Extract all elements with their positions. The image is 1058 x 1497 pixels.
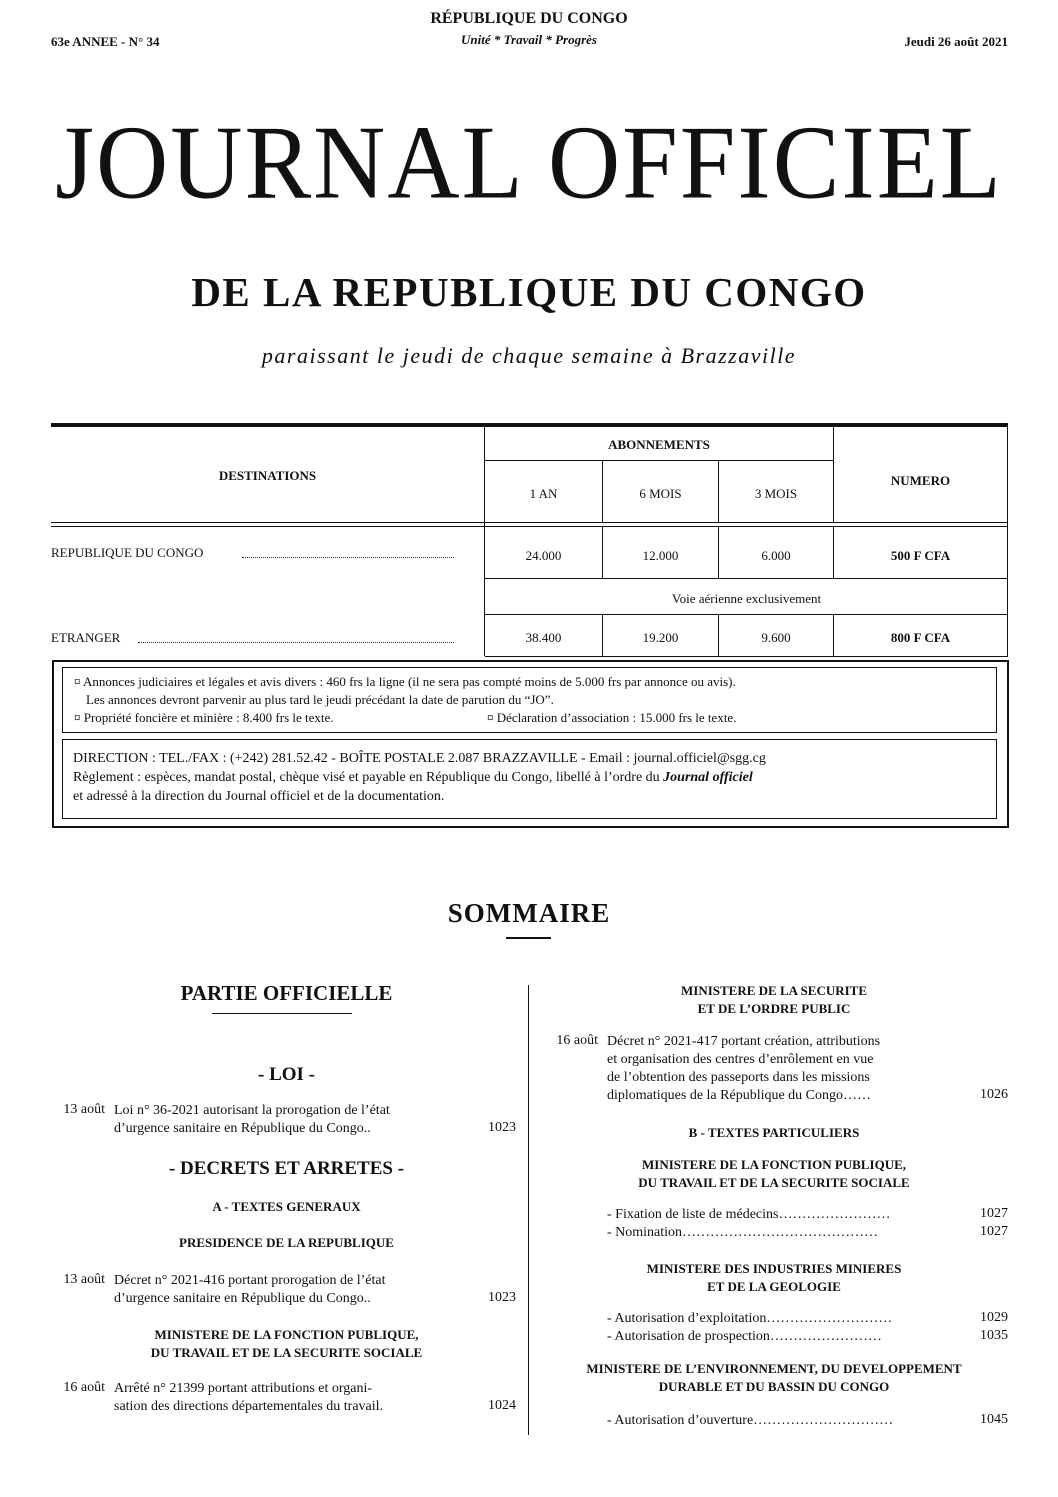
journal-subtitle: DE LA REPUBLIQUE DU CONGO xyxy=(191,269,867,315)
decret417-page: 1026 xyxy=(980,1087,1008,1102)
price-etranger-3mois: 9.600 xyxy=(761,630,791,645)
ministere-securite-heading xyxy=(545,982,1003,1018)
decret416-line-1: Décret n° 2021-416 portant prorogation de l’état xyxy=(114,1273,386,1288)
arrete-text xyxy=(114,1380,474,1416)
loi-date: 13 août xyxy=(63,1102,105,1117)
direction-payment-journal: Journal officiel xyxy=(663,770,753,785)
leader-dots xyxy=(242,557,454,558)
abonnements-rule xyxy=(485,460,833,461)
sommaire-underline xyxy=(506,937,551,939)
ministere-fp-heading-left xyxy=(80,1326,493,1362)
destinations-header: DESTINATIONS xyxy=(218,468,317,483)
price-etranger-1an: 38.400 xyxy=(525,630,562,645)
decret417-text xyxy=(607,1033,967,1105)
col-rule-5 xyxy=(1007,427,1008,656)
loi-page: 1023 xyxy=(488,1120,516,1135)
decret417-line-4: diplomatiques de la République du Congo…… xyxy=(607,1088,872,1103)
decret417-line-2: et organisation des centres d’enrôlement en vue xyxy=(607,1052,874,1067)
textes-particuliers-heading: B - TEXTES PARTICULIERS xyxy=(688,1125,860,1140)
ministere-fp-right-line-2: DU TRAVAIL ET DE LA SECURITE SOCIALE xyxy=(638,1175,910,1190)
arrete-date: 16 août xyxy=(63,1380,105,1395)
presidence-heading: PRESIDENCE DE LA REPUBLIQUE xyxy=(179,1235,394,1250)
env-item-1-page: 1045 xyxy=(980,1412,1008,1427)
decrets-heading: - DECRETS ET ARRETES - xyxy=(168,1158,405,1179)
period-6mois: 6 MOIS xyxy=(639,486,682,501)
fp-item-2-page: 1027 xyxy=(980,1224,1008,1239)
arrete-line-1: Arrêté n° 21399 portant attributions et organi- xyxy=(114,1381,373,1396)
ministere-fp-heading-right xyxy=(545,1156,1003,1192)
ministere-fp-line-2: DU TRAVAIL ET DE LA SECURITE SOCIALE xyxy=(150,1345,423,1360)
ministere-env-line-1: MINISTERE DE L’ENVIRONNEMENT, DU DEVELOPPEMENT xyxy=(586,1361,962,1376)
price-congo-6mois: 12.000 xyxy=(642,548,679,563)
direction-payment xyxy=(73,770,753,786)
decret416-text xyxy=(114,1272,474,1308)
mines-item-2: - Autorisation de prospection…………………… xyxy=(607,1329,882,1344)
decret416-page: 1023 xyxy=(488,1290,516,1305)
partie-underline xyxy=(212,1013,352,1014)
row-rule-2 xyxy=(485,614,1008,615)
fp-item-1: - Fixation de liste de médecins…………………… xyxy=(607,1207,891,1222)
ministere-mines-heading xyxy=(545,1260,1003,1296)
env-item-1: - Autorisation d’ouverture………………………… xyxy=(607,1413,894,1428)
numero-congo: 500 F CFA xyxy=(890,548,951,563)
decret416-line-2: d’urgence sanitaire en République du Congo.. xyxy=(114,1291,371,1306)
journal-tagline: paraissant le jeudi de chaque semaine à Brazzaville xyxy=(261,343,797,368)
loi-heading: - LOI - xyxy=(258,1064,315,1085)
ministere-fp-line-1: MINISTERE DE LA FONCTION PUBLIQUE, xyxy=(154,1327,419,1342)
numero-header: NUMERO xyxy=(890,473,951,488)
fp-item-2: - Nomination…………………………………… xyxy=(607,1225,879,1240)
abonnements-header: ABONNEMENTS xyxy=(608,437,710,452)
price-etranger-6mois: 19.200 xyxy=(642,630,679,645)
journal-title: JOURNAL OFFICIEL xyxy=(55,104,1003,221)
ministere-securite-line-2: ET DE L’ORDRE PUBLIC xyxy=(697,1001,851,1016)
arrete-line-2: sation des directions départementales du travail. xyxy=(114,1399,384,1414)
ministere-securite-line-1: MINISTERE DE LA SECURITE xyxy=(680,983,868,998)
loi-text xyxy=(114,1102,474,1138)
table-header-rule-2 xyxy=(51,526,1008,527)
loi-line-2: d’urgence sanitaire en République du Congo.. xyxy=(114,1121,371,1136)
price-congo-3mois: 6.000 xyxy=(761,548,791,563)
period-3mois: 3 MOIS xyxy=(754,486,798,501)
mines-item-2-page: 1035 xyxy=(980,1328,1008,1343)
row-rule-1 xyxy=(485,578,1008,579)
partie-officielle-title: PARTIE OFFICIELLE xyxy=(180,981,393,1005)
direction-address: et adressé à la direction du Journal officiel et de la documentation. xyxy=(73,789,445,804)
loi-line-1: Loi n° 36-2021 autorisant la prorogation de l’état xyxy=(114,1103,390,1118)
textes-generaux-heading: A - TEXTES GENERAUX xyxy=(212,1199,361,1214)
air-mail-note: Voie aérienne exclusivement xyxy=(671,591,822,606)
direction-contact: DIRECTION : TEL./FAX : (+242) 281.52.42 - BOÎTE POSTALE 2.087 BRAZZAVILLE - Email : journal.officiel@sgg.cg xyxy=(73,751,766,766)
decret416-date: 13 août xyxy=(63,1272,105,1287)
ministere-environnement-heading xyxy=(545,1360,1003,1396)
table-header-rule-1 xyxy=(51,522,1008,523)
period-1an: 1 AN xyxy=(529,486,558,501)
issue-date: Jeudi 26 août 2021 xyxy=(904,34,1008,49)
destination-congo: REPUBLIQUE DU CONGO xyxy=(51,545,204,560)
sommaire-title: SOMMAIRE xyxy=(447,898,611,928)
column-divider xyxy=(528,985,529,1435)
mines-item-1-page: 1029 xyxy=(980,1310,1008,1325)
direction-payment-text: Règlement : espèces, mandat postal, chèque visé et payable en République du Congo, libellé à l’ordre du xyxy=(73,770,664,785)
price-congo-1an: 24.000 xyxy=(525,548,562,563)
notice-propriete: ¤ Propriété foncière et minière : 8.400 frs le texte. xyxy=(74,710,334,725)
ministere-mines-line-2: ET DE LA GEOLOGIE xyxy=(707,1279,841,1294)
table-top-rule xyxy=(51,423,1008,427)
table-bottom-rule xyxy=(485,656,1008,657)
notice-association: ¤ Déclaration d’association : 15.000 frs le texte. xyxy=(487,710,737,725)
issue-number: 63e ANNEE - N° 34 xyxy=(51,34,160,49)
notice-annonces: ¤ Annonces judiciaires et légales et avis divers : 460 frs la ligne (il ne sera pas compté moins de 5.000 frs par annonce ou avis). xyxy=(74,674,736,689)
national-motto: Unité * Travail * Progrès xyxy=(460,32,597,47)
ministere-env-line-2: DURABLE ET DU BASSIN DU CONGO xyxy=(658,1379,890,1394)
notice-deadline: Les annonces devront parvenir au plus tard le jeudi précédant la date de parution du “JO”. xyxy=(86,692,554,707)
republic-name: RÉPUBLIQUE DU CONGO xyxy=(430,10,628,27)
leader-dots xyxy=(138,642,454,643)
col-rule-1 xyxy=(484,427,485,656)
ministere-fp-right-line-1: MINISTERE DE LA FONCTION PUBLIQUE, xyxy=(641,1157,907,1172)
decret417-line-1: Décret n° 2021-417 portant création, attributions xyxy=(607,1034,881,1049)
fp-item-1-page: 1027 xyxy=(980,1206,1008,1221)
mines-item-1: - Autorisation d’exploitation……………………… xyxy=(607,1311,893,1326)
decret417-line-3: de l’obtention des passeports dans les missions xyxy=(607,1070,870,1085)
ministere-mines-line-1: MINISTERE DES INDUSTRIES MINIERES xyxy=(646,1261,902,1276)
destination-etranger: ETRANGER xyxy=(51,630,121,645)
decret417-date: 16 août xyxy=(556,1033,598,1048)
arrete-page: 1024 xyxy=(488,1398,516,1413)
numero-etranger: 800 F CFA xyxy=(890,630,951,645)
